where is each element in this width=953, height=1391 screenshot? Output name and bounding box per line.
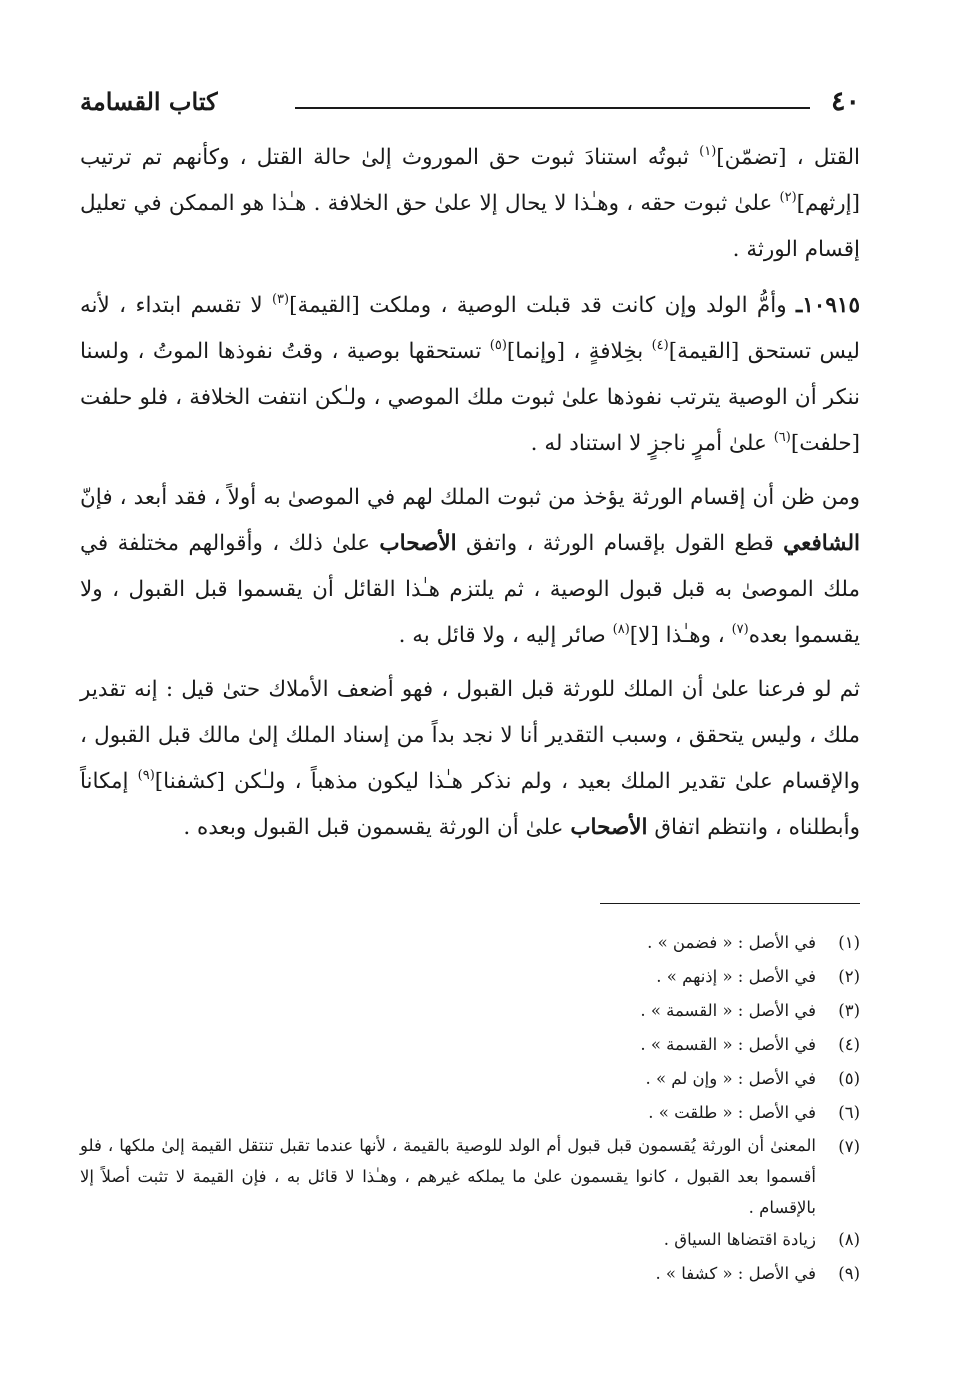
text-segment: علىٰ ذلك ، وأقوالهم مختلفة في ملك الموصىٰ به قبل قبول الوصية ، ثم يلتزم هـٰذا القائل أن يقسموا قبل القبول ، ولا يقسموا بعده [80, 531, 860, 648]
footnote-ref-7: (٧) [731, 622, 749, 637]
footnote-text: في الأصل : « القسمة » . [640, 1035, 816, 1054]
footnote-number: (٥) [838, 1069, 860, 1088]
paragraph-3 [80, 475, 860, 659]
text-segment: صائر إليه ، ولا قائل به . [398, 623, 613, 648]
main-text [80, 135, 860, 859]
footnote-text: في الأصل : « القسمة » . [640, 1001, 816, 1020]
footnote [80, 960, 860, 994]
text-segment: بخِلافةٍ ، [وإنما] [506, 339, 652, 364]
footnote [80, 1130, 860, 1223]
paragraph-number: ١٠٩١٥ـ [795, 293, 860, 318]
footnotes-list [80, 926, 860, 1291]
text-segment: قطع القول بإقسام الورثة ، واتفق [456, 531, 784, 556]
footnote-number: (٦) [838, 1103, 860, 1122]
footnote-text: في الأصل : « فضمن » . [647, 933, 816, 952]
footnote-ref-8: (٨) [612, 622, 630, 637]
footnote-number: (٢) [838, 967, 860, 986]
name-shafii: الشافعي [783, 531, 860, 556]
footnote-text: المعنىٰ أن الورثة يُقسمون قبل قبول أم الولد للوصية بالقيمة ، لأنها عندما تقبل تنتقل القيمة إلىٰ ملكها ، فلو أقسموا بعد القبول ، كانوا يقسمون علىٰ ما يملكه غيرهم ، وهـٰذا لا قائل به ، فإن القيمة لا تثبت أصلاً إلا بالإقسام . [80, 1136, 816, 1217]
text-segment: تستحقها بوصية ، وقتُ نفوذها الموتُ ، ولسنا ننكر أن الوصية يترتب نفوذها علىٰ ثبوت ملك الموصي ، ولـٰكن انتفت الخلافة ، فلو حلفت [حلفت] [80, 339, 860, 456]
paragraph-10915 [80, 283, 860, 467]
footnote-text: في الأصل : « طلقت » . [648, 1103, 816, 1122]
text-segment: ثم لو فرعنا علىٰ أن الملك للورثة قبل القبول ، فهو أضعف الأملاك حتىٰ قيل : إنه تقدير ملك ، وليس يتحقق ، وسبب التقدير أنا لا نجد بداً من إسناد الملك إلىٰ مالك قبل القبول ، والإقسام علىٰ تقدير الملك بعيد ، ولم نذكر هـٰذا ليكون مذهباً ، ولـٰكن [كشفنا] [80, 677, 860, 794]
page-number: ٤٠ [830, 86, 860, 117]
footnote-ref-5: (٥) [489, 338, 507, 353]
text-segment: ثبوتُه استنادَ ثبوت حق الموروث إلىٰ حالة القتل ، وكأنهم تم ترتيب [إرثهم] [80, 145, 860, 216]
footnote [80, 1062, 860, 1096]
footnote-ref-4: (٤) [651, 338, 669, 353]
footnote-text: زيادة اقتضاها السياق . [663, 1230, 816, 1249]
name-ashab: الأصحاب [379, 531, 457, 556]
footnote-text: في الأصل : « كشفا » . [655, 1264, 816, 1283]
running-title: كتاب القسامة [80, 87, 218, 116]
footnote-ref-9: (٩) [137, 768, 155, 783]
text-segment: لا تقسم ابتداء ، لأنه ليس تستحق [القيمة] [80, 293, 860, 364]
text-segment: علىٰ أن الورثة يقسمون قبل القبول وبعده . [183, 815, 571, 840]
footnote-ref-2: (٢) [779, 190, 797, 205]
paragraph-4 [80, 667, 860, 851]
footnote-number: (١) [838, 933, 860, 952]
footnote-text: في الأصل : « وإن لم » . [645, 1069, 816, 1088]
footnote [80, 926, 860, 960]
footnote [80, 1223, 860, 1257]
footnote [80, 1096, 860, 1130]
text-segment: علىٰ أمرٍ ناجزٍ لا استناد له . [530, 431, 774, 456]
page-header [80, 86, 860, 122]
name-ashab: الأصحاب [570, 815, 648, 840]
footnote-number: (٧) [838, 1137, 860, 1156]
footnote [80, 994, 860, 1028]
text-segment: إمكاناً وأبطلناه ، وانتظم اتفاق [80, 769, 860, 840]
footnote-ref-1: (١) [699, 144, 717, 159]
footnote [80, 1028, 860, 1062]
footnote-number: (٣) [838, 1001, 860, 1020]
text-segment: ، وهـٰذا [لا] [629, 623, 732, 648]
footnote-ref-3: (٣) [271, 292, 290, 307]
footnote-ref-6: (٦) [773, 430, 791, 445]
footnote-number: (٨) [838, 1230, 860, 1249]
footnote [80, 1257, 860, 1291]
footnote-number: (٩) [838, 1264, 860, 1283]
paragraph-1 [80, 135, 860, 273]
text-segment: وأمُّ الولد وإن كانت قد قبلت الوصية ، وملكت [القيمة] [289, 293, 796, 318]
footnote-text: في الأصل : « إذنهم » . [656, 967, 816, 986]
text-segment: ومن ظن أن إقسام الورثة يؤخذ من ثبوت الملك لهم في الموصىٰ به أولاً ، فقد أبعد ، فإنّ [80, 485, 860, 510]
text-segment: القتل ، [تضمّن] [716, 145, 860, 170]
footnote-number: (٤) [838, 1035, 860, 1054]
header-rule [295, 107, 810, 109]
footnote-separator [600, 903, 860, 904]
text-segment: علىٰ ثبوت حقه ، وهـٰذا لا يحال إلا علىٰ حق الخلافة . هـٰذا هو الممكن في تعليل إقسام الورثة . [80, 191, 860, 262]
